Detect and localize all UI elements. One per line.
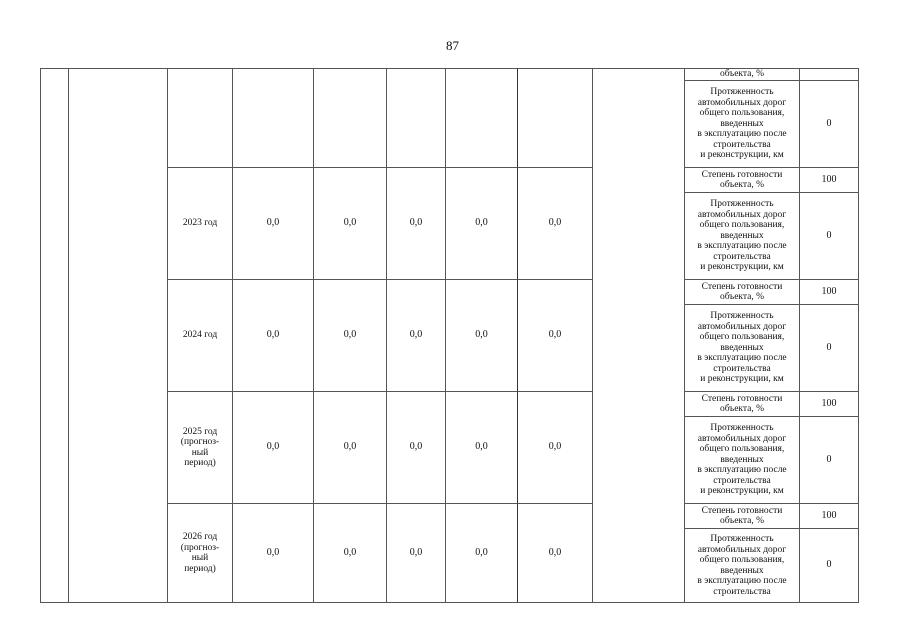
funding-value-cell: 0,0 [517, 167, 592, 279]
funding-value-cell: 0,0 [313, 279, 386, 391]
indicator-readiness-label: Степень готовности объекта, % [684, 167, 799, 192]
indicator-length-label: Протяженность автомобильных дорог общего пользования, введенных в эксплуатацию после строительства и реконструкции, км [684, 80, 799, 167]
funding-value-cell: 0,0 [445, 391, 517, 503]
year-cell: 2026 год (прогноз- ный период) [167, 503, 232, 602]
indicator-readiness-label: Степень готовности объекта, % [684, 503, 799, 528]
indicator-length-value: 0 [799, 80, 858, 167]
indicator-readiness-value: 100 [799, 279, 858, 304]
indicator-length-value: 0 [799, 304, 858, 391]
funding-value-cell: 0,0 [386, 279, 445, 391]
funding-value-cell: 0,0 [232, 503, 313, 602]
funding-value-cell: 0,0 [313, 167, 386, 279]
indicator-readiness-value: 100 [799, 391, 858, 416]
funding-value-cell: 0,0 [386, 503, 445, 602]
indicator-length-value: 0 [799, 528, 858, 602]
indicator-readiness-value: 100 [799, 167, 858, 192]
funding-value-cell: 0,0 [517, 279, 592, 391]
table-frame-bottom [40, 68, 859, 603]
year-cell: 2025 год (прогноз- ный период) [167, 391, 232, 503]
indicator-length-label: Протяженность автомобильных дорог общего пользования, введенных в эксплуатацию после строительства [684, 528, 799, 602]
funding-value-cell: 0,0 [313, 391, 386, 503]
indicator-length-value: 0 [799, 416, 858, 503]
indicator-length-label: Протяженность автомобильных дорог общего пользования, введенных в эксплуатацию после строительства и реконструкции, км [684, 192, 799, 279]
page-number: 87 [446, 38, 459, 53]
funding-value-cell: 0,0 [517, 503, 592, 602]
indicator-readiness-label: объекта, % [684, 68, 799, 80]
funding-value-cell: 0,0 [445, 167, 517, 279]
funding-value-cell: 0,0 [232, 279, 313, 391]
indicator-readiness-value: 100 [799, 503, 858, 528]
funding-value-cell: 0,0 [313, 503, 386, 602]
funding-value-cell: 0,0 [232, 391, 313, 503]
year-cell: 2024 год [167, 279, 232, 391]
indicator-readiness-label: Степень готовности объекта, % [684, 391, 799, 416]
funding-value-cell: 0,0 [386, 167, 445, 279]
indicator-length-label: Протяженность автомобильных дорог общего пользования, введенных в эксплуатацию после строительства и реконструкции, км [684, 304, 799, 391]
indicator-length-value: 0 [799, 192, 858, 279]
indicator-readiness-label: Степень готовности объекта, % [684, 279, 799, 304]
funding-value-cell: 0,0 [445, 279, 517, 391]
funding-value-cell: 0,0 [232, 167, 313, 279]
funding-value-cell: 0,0 [445, 503, 517, 602]
funding-value-cell: 0,0 [386, 391, 445, 503]
year-cell: 2023 год [167, 167, 232, 279]
indicator-length-label: Протяженность автомобильных дорог общего пользования, введенных в эксплуатацию после строительства и реконструкции, км [684, 416, 799, 503]
funding-value-cell: 0,0 [517, 391, 592, 503]
